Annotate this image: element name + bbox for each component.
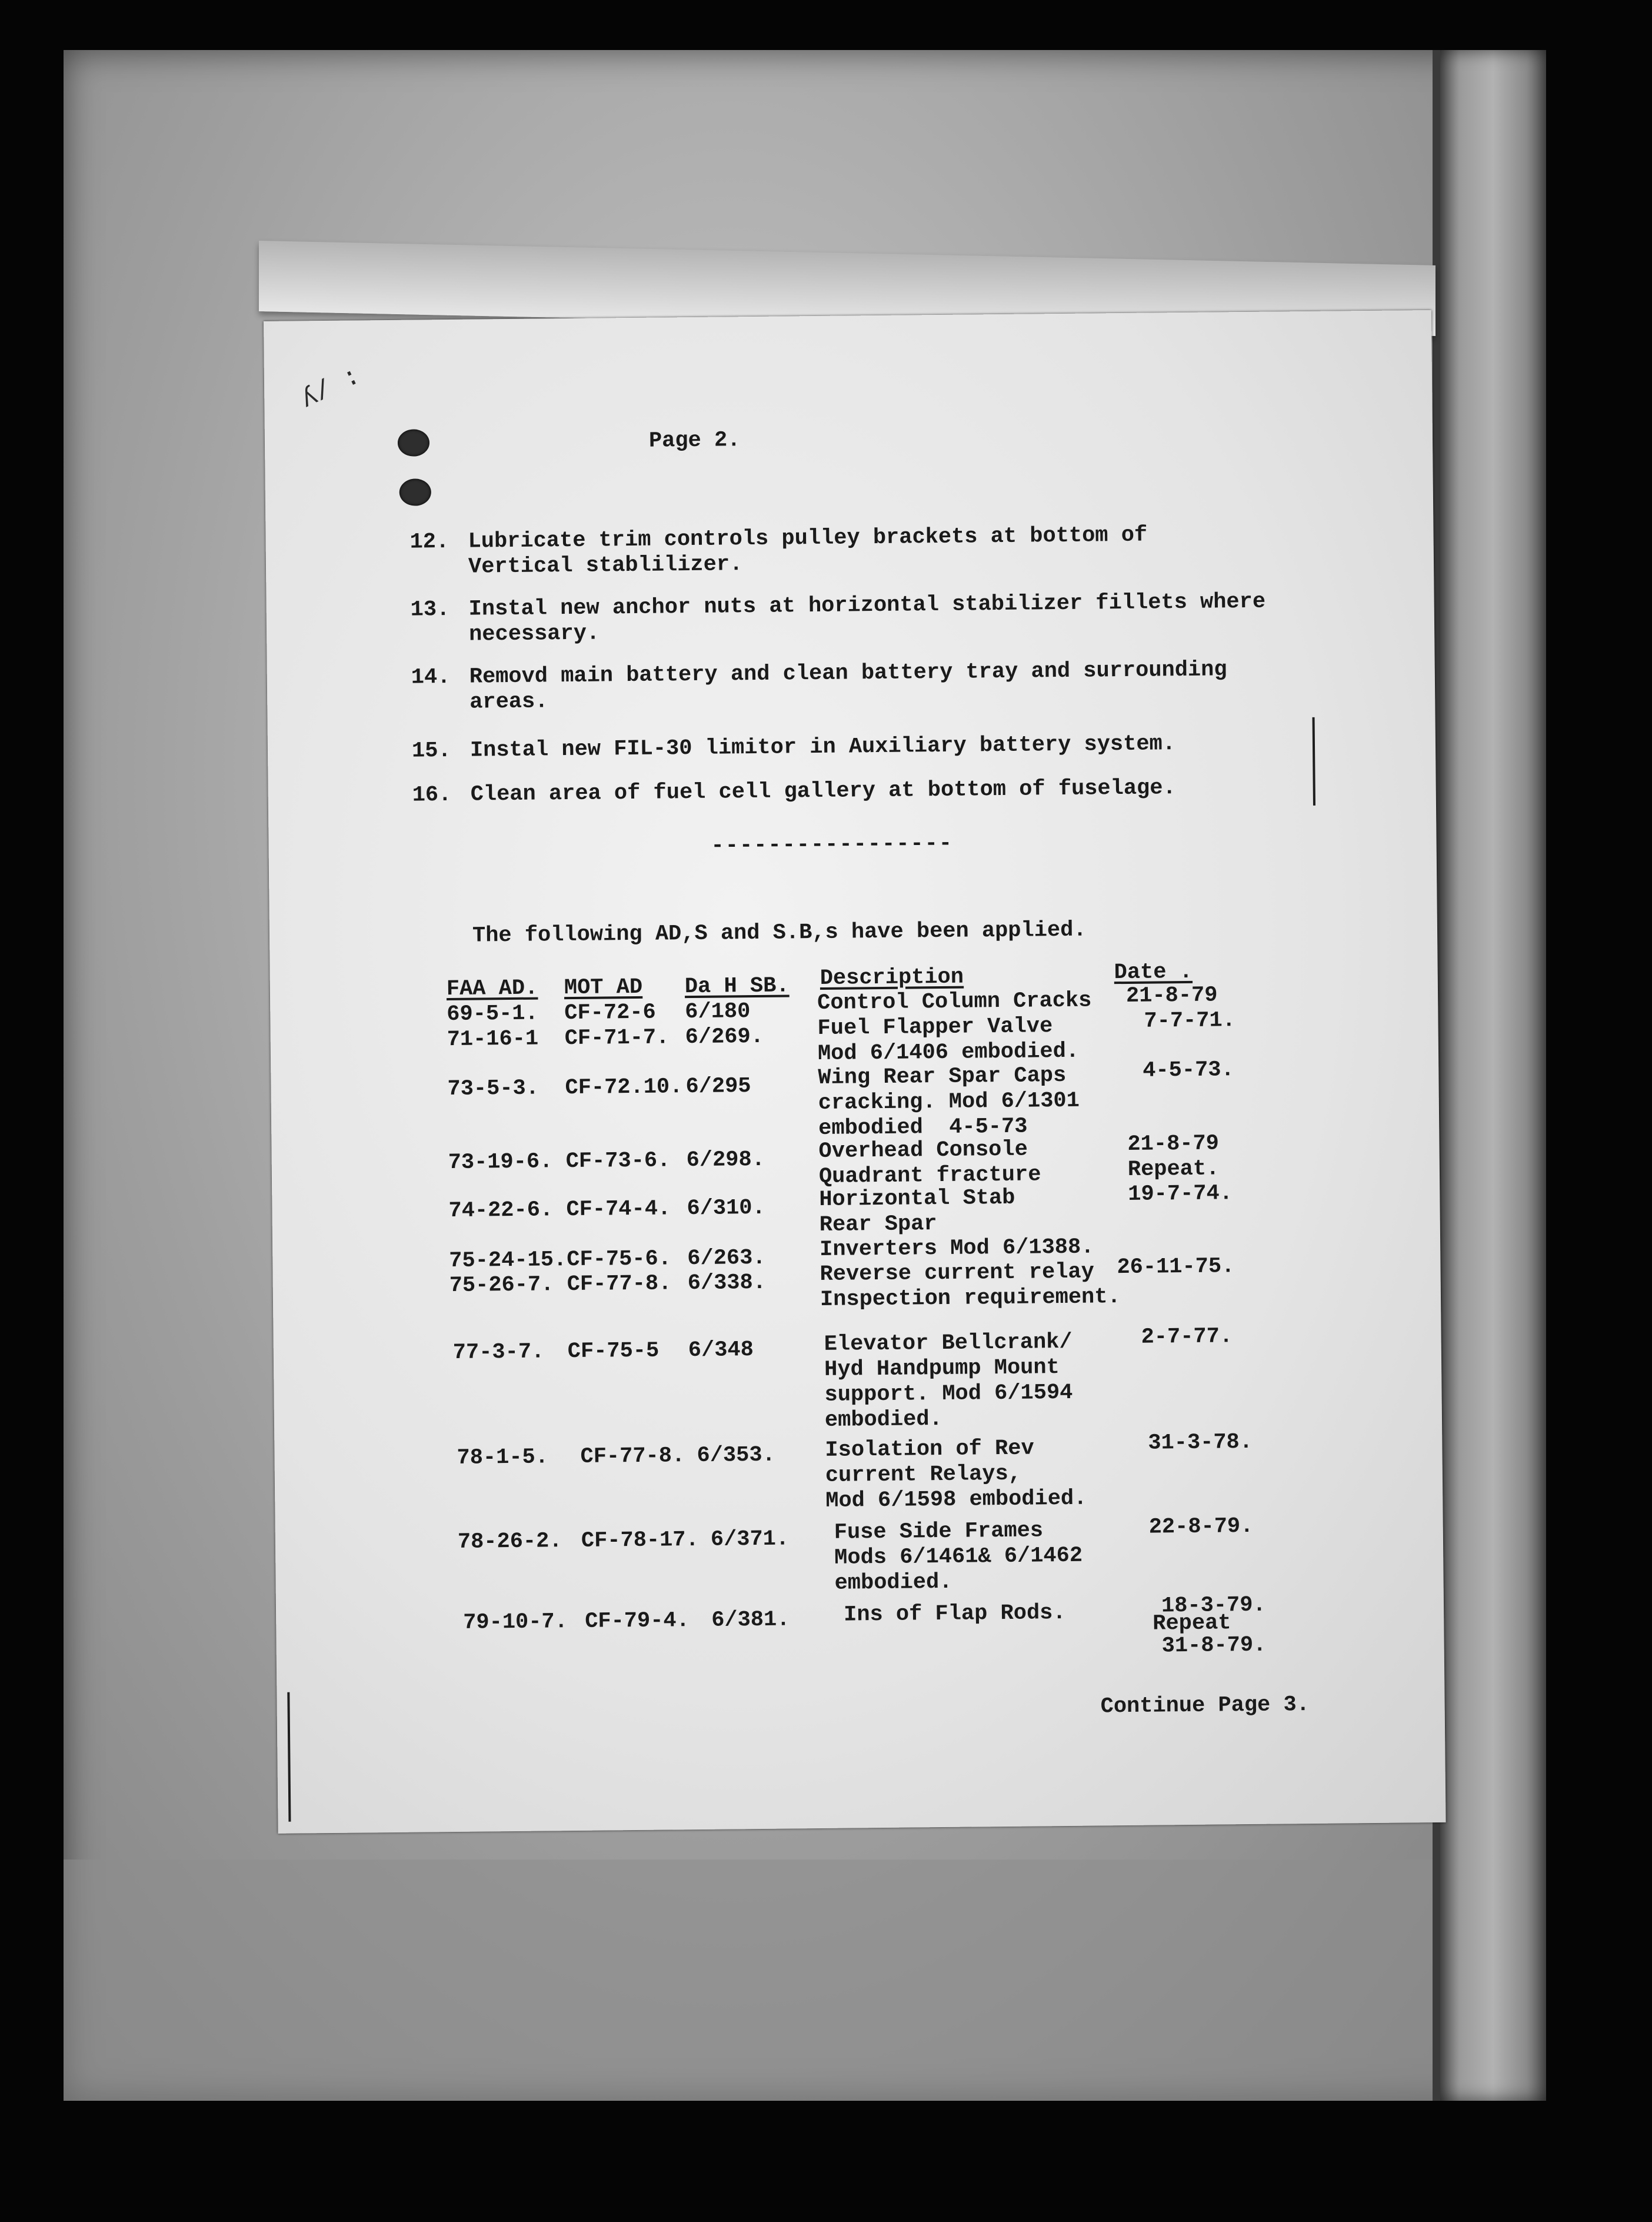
header-date: Date .: [1114, 959, 1193, 986]
intro-text: The following AD,S and S.B,s have been applied.: [472, 917, 1087, 949]
cell-description: embodied.: [834, 1569, 952, 1596]
cell-description: Rear Spar: [819, 1212, 937, 1238]
cell-dh-sb: 6/338.: [687, 1270, 767, 1296]
cell-description: Inverters Mod 6/1388.: [819, 1235, 1094, 1262]
separator-line: -----------------: [711, 831, 954, 859]
cell-date: 31-8-79.: [1161, 1632, 1267, 1659]
item-number: 15.: [411, 738, 451, 764]
cell-faa-ad: 73-5-3.: [447, 1076, 539, 1102]
background-band: [64, 1860, 1440, 2101]
item-number: 16.: [412, 782, 452, 808]
cell-faa-ad: 77-3-7.: [452, 1339, 545, 1365]
header-description: Description: [820, 964, 964, 991]
header-faa-ad: FAA AD.: [446, 976, 538, 1002]
cell-mot-ad: CF-77-8.: [567, 1271, 672, 1298]
cell-description: support. Mod 6/1594: [824, 1380, 1073, 1408]
cell-dh-sb: 6/348: [688, 1338, 754, 1363]
cell-date: 4-5-73.: [1143, 1057, 1234, 1083]
cell-date: Repeat: [1153, 1611, 1231, 1636]
margin-line: [287, 1692, 291, 1822]
cell-description: Overhead Console: [818, 1137, 1028, 1165]
cell-dh-sb: 6/269.: [685, 1024, 764, 1050]
cell-description: Wing Rear Spar Caps: [818, 1063, 1067, 1091]
cell-description: Horizontal Stab: [819, 1185, 1015, 1213]
cell-dh-sb: 6/263.: [687, 1245, 766, 1272]
cell-description: Fuse Side Frames: [834, 1518, 1044, 1545]
header-dh-sb: Da H SB.: [684, 973, 790, 1000]
cell-mot-ad: CF-72-6: [564, 1000, 656, 1026]
cell-description: Mod 6/1406 embodied.: [817, 1039, 1080, 1067]
cell-mot-ad: CF-78-17.: [581, 1527, 699, 1554]
cell-description: Ins of Flap Rods.: [843, 1601, 1066, 1628]
cell-faa-ad: 79-10-7.: [463, 1609, 568, 1635]
cell-date: 26-11-75.: [1117, 1254, 1235, 1280]
cell-description: current Relays,: [825, 1461, 1022, 1488]
header-mot-ad: MOT AD: [564, 974, 643, 1001]
item-number: 14.: [411, 664, 451, 690]
cell-description: Mod 6/1598 embodied.: [825, 1486, 1087, 1514]
item-number: 12.: [409, 529, 449, 555]
cell-mot-ad: CF-75-6.: [567, 1246, 672, 1273]
cell-description: Fuel Flapper Valve: [817, 1014, 1053, 1042]
cell-description: Hyd Handpump Mount: [824, 1355, 1060, 1382]
cell-date: 21-8-79: [1127, 1131, 1220, 1157]
cell-faa-ad: 71-16-1: [447, 1026, 539, 1053]
item-text: Clean area of fuel cell gallery at bottom of fuselage.: [470, 776, 1176, 807]
cell-date: 18-3-79.: [1161, 1592, 1266, 1619]
cell-date: 7-7-71.: [1144, 1008, 1236, 1034]
item-text: Vertical stablilizer.: [468, 552, 743, 580]
item-text: areas.: [469, 689, 548, 715]
document-page: [264, 310, 1446, 1834]
cell-dh-sb: 6/310.: [687, 1195, 765, 1222]
cell-mot-ad: CF-75-5: [567, 1338, 660, 1365]
cell-description: embodied 4-5-73: [818, 1114, 1028, 1142]
cell-description: Control Column Cracks: [817, 988, 1092, 1016]
cell-description: Quadrant fracture: [818, 1162, 1041, 1190]
item-number: 13.: [410, 597, 450, 623]
cell-date: 31-3-78.: [1148, 1429, 1253, 1456]
cell-faa-ad: 78-26-2.: [457, 1529, 562, 1555]
cell-mot-ad: CF-79-4.: [585, 1608, 690, 1634]
cell-dh-sb: 6/298.: [686, 1147, 765, 1173]
cell-mot-ad: CF-77-8.: [580, 1443, 685, 1469]
cell-mot-ad: CF-73-6.: [565, 1148, 671, 1175]
cell-description: Elevator Bellcrank/: [824, 1329, 1073, 1357]
cell-faa-ad: 74-22-6.: [448, 1198, 554, 1224]
margin-line: [1313, 717, 1315, 806]
cell-mot-ad: CF-71-7.: [564, 1025, 670, 1052]
item-text: Instal new FIL-30 limitor in Auxiliary battery system.: [469, 731, 1176, 763]
cell-date: Repeat.: [1127, 1156, 1220, 1182]
cell-dh-sb: 6/381.: [711, 1607, 790, 1633]
page-heading: Page 2.: [648, 428, 741, 454]
cell-description: Mods 6/1461& 6/1462: [834, 1543, 1083, 1571]
punch-hole: [398, 429, 429, 457]
cell-mot-ad: CF-72.10.: [565, 1075, 683, 1101]
cell-date: 21-8-79: [1125, 983, 1218, 1009]
cell-dh-sb: 6/180: [685, 999, 751, 1025]
cell-faa-ad: 75-26-7.: [449, 1272, 554, 1299]
cell-faa-ad: 73-19-6.: [448, 1149, 553, 1176]
cell-description: Reverse current relay: [820, 1259, 1095, 1287]
cell-date: 22-8-79.: [1148, 1514, 1254, 1540]
frame-strip: [1440, 50, 1546, 2101]
continuation-note: Continue Page 3.: [1100, 1692, 1310, 1719]
item-text: Instal new anchor nuts at horizontal stabilizer fillets where: [468, 589, 1266, 622]
cell-faa-ad: 78-1-5.: [457, 1445, 549, 1471]
item-text: Removd main battery and clean battery tray and surrounding: [469, 657, 1227, 690]
cell-dh-sb: 6/295: [685, 1074, 751, 1100]
cell-faa-ad: 75-24-15.: [449, 1248, 567, 1274]
cell-description: embodied.: [824, 1407, 943, 1433]
item-text: necessary.: [468, 621, 600, 647]
cell-dh-sb: 6/371.: [710, 1526, 790, 1552]
pen-mark: ʎ/ :: [296, 361, 365, 415]
cell-date: 19-7-74.: [1128, 1181, 1233, 1207]
item-text: Lubricate trim controls pulley brackets at bottom of: [468, 523, 1148, 554]
cell-description: Inspection requirement.: [820, 1285, 1121, 1312]
punch-hole: [399, 478, 431, 506]
cell-date: 2-7-77.: [1141, 1324, 1233, 1350]
cell-mot-ad: CF-74-4.: [566, 1196, 671, 1223]
cell-description: cracking. Mod 6/1301: [818, 1088, 1080, 1116]
cell-faa-ad: 69-5-1.: [447, 1001, 538, 1027]
cell-description: Isolation of Rev: [825, 1436, 1034, 1463]
cell-dh-sb: 6/353.: [697, 1442, 775, 1469]
